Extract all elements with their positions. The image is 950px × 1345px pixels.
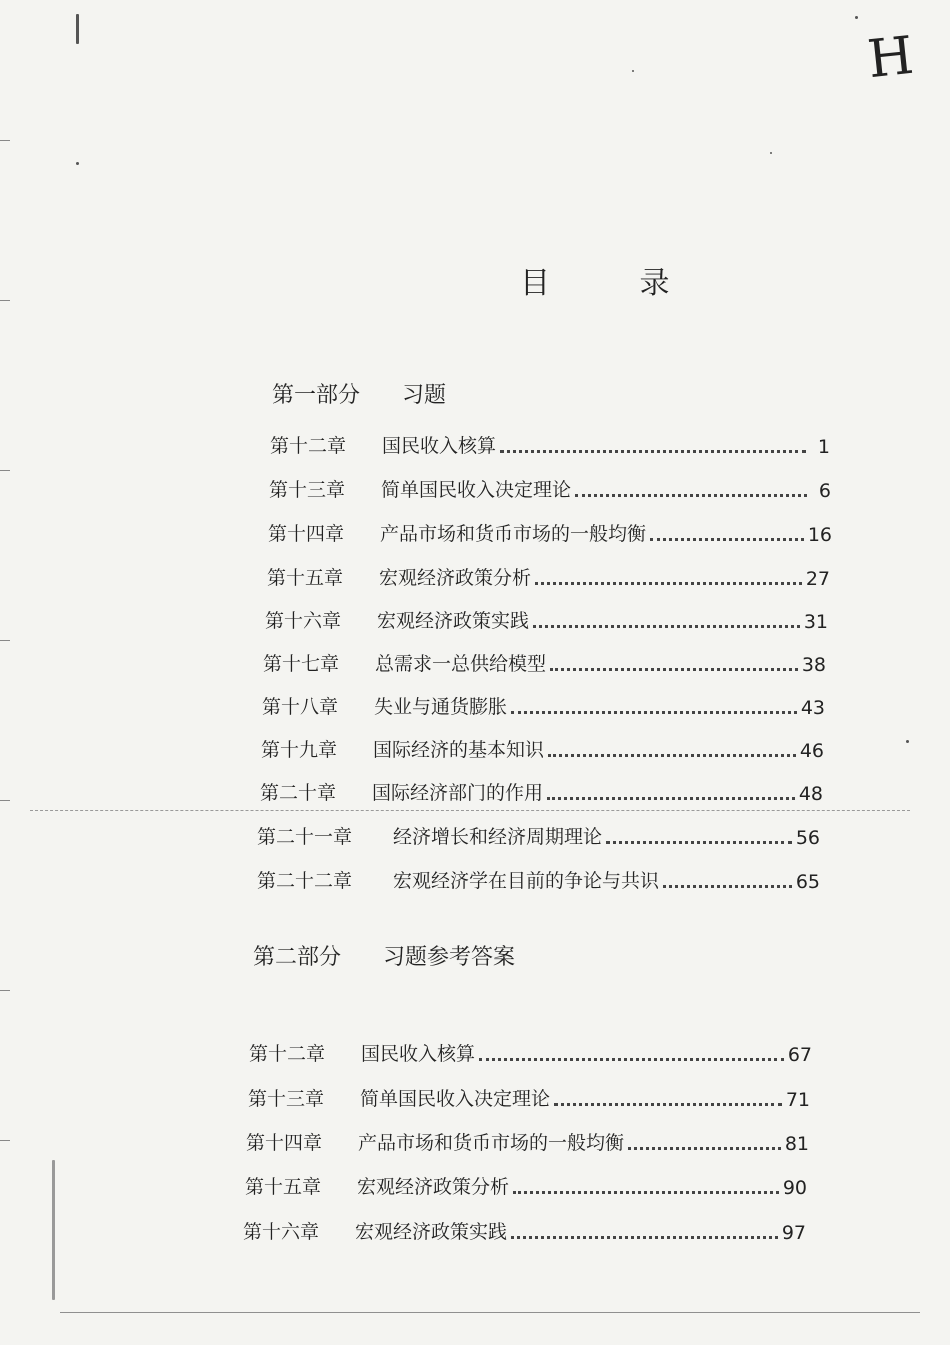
toc-entry[interactable] [267,560,830,590]
scan-speck [770,152,772,154]
scan-speck [52,1160,55,1300]
toc-page: 16 [807,524,832,546]
toc-entry[interactable] [246,1125,809,1155]
toc-title: 国际经济部门的作用 [372,782,544,804]
toc-entry[interactable] [269,472,831,502]
scan-speck [76,14,79,44]
toc-page: 6 [818,480,831,502]
part-2-heading [253,940,515,971]
scan-speck [906,740,909,743]
toc-title: 国际经济的基本知识 [373,739,545,761]
toc-title: 宏观经济政策实践 [355,1221,508,1243]
toc-title: 失业与通货膨胀 [374,696,508,718]
toc-page: 27 [805,568,830,590]
leader-dots [511,1236,778,1239]
toc-entry[interactable] [249,1036,812,1066]
leader-dots [606,841,792,844]
leader-dots [575,494,807,497]
toc-page: 71 [785,1089,810,1111]
leader-dots [513,1191,779,1194]
scan-edge-tick [0,1140,10,1141]
scan-fold-line [30,810,910,811]
toc-title: 简单国民收入决定理论 [381,479,572,501]
leader-dots [548,754,796,757]
leader-dots [650,538,804,541]
leader-dots [628,1147,781,1150]
part-1-label: 第一部分 [272,383,361,408]
toc-page: 46 [799,740,824,762]
toc-page: 81 [784,1133,809,1155]
toc-title: 总需求一总供给模型 [375,653,547,675]
scan-speck [76,162,79,165]
toc-title: 经济增长和经济周期理论 [393,826,603,848]
toc-page: 65 [795,871,820,893]
toc-chapter: 第十二章 [270,435,347,457]
scan-edge-tick [0,640,10,641]
toc-chapter: 第十二章 [249,1043,326,1065]
toc-page: 90 [782,1177,807,1199]
toc-chapter: 第十八章 [262,696,339,718]
toc-entry[interactable] [245,1169,807,1199]
toc-entry[interactable] [257,819,820,849]
toc-entry[interactable] [262,689,825,719]
toc-chapter: 第十三章 [269,479,346,501]
toc-chapter: 第十三章 [248,1088,325,1110]
handwritten-corner-mark: H [864,25,917,91]
toc-page: 1 [817,436,830,458]
toc-chapter: 第十六章 [265,610,342,632]
toc-chapter: 第十五章 [245,1176,322,1198]
toc-title: 简单国民收入决定理论 [360,1088,551,1110]
leader-dots [547,797,795,800]
scan-edge-tick [0,800,10,801]
toc-entry[interactable] [243,1214,806,1244]
leader-dots [535,582,802,585]
toc-entry[interactable] [248,1081,810,1111]
toc-title: 宏观经济政策分析 [357,1176,510,1198]
leader-dots [479,1058,784,1061]
toc-entry[interactable] [268,516,832,546]
scan-edge-tick [0,140,10,141]
toc-page: 43 [800,697,825,719]
page-title: 目 录 [520,266,710,301]
toc-chapter: 第十七章 [263,653,340,675]
leader-dots [663,885,792,888]
toc-chapter: 第二十章 [260,782,337,804]
leader-dots [550,668,798,671]
toc-page: 67 [787,1044,812,1066]
toc-chapter: 第十五章 [267,567,344,589]
toc-entry[interactable] [270,428,830,458]
toc-title: 产品市场和货币市场的一般均衡 [358,1132,625,1154]
part-2-label: 第二部分 [253,945,342,970]
scan-edge-tick [0,300,10,301]
toc-entry[interactable] [260,775,823,805]
toc-page: 31 [803,611,828,633]
scan-speck [632,70,634,72]
toc-title: 国民收入核算 [361,1043,476,1065]
toc-chapter: 第十四章 [246,1132,323,1154]
part-1-name: 习题 [402,383,447,408]
part-2-name: 习题参考答案 [383,945,516,970]
toc-title: 国民收入核算 [382,435,497,457]
toc-chapter: 第十九章 [261,739,338,761]
leader-dots [533,625,800,628]
leader-dots [500,450,806,453]
toc-title: 宏观经济学在目前的争论与共识 [393,870,660,892]
toc-title: 产品市场和货币市场的一般均衡 [380,523,647,545]
toc-entry[interactable] [257,863,820,893]
toc-title: 宏观经济政策分析 [379,567,532,589]
toc-page: 97 [781,1222,806,1244]
toc-title: 宏观经济政策实践 [377,610,530,632]
toc-entry[interactable] [263,646,826,676]
toc-entry[interactable] [265,603,828,633]
toc-entry[interactable] [261,732,824,762]
toc-page: 38 [801,654,826,676]
leader-dots [554,1103,782,1106]
scan-bottom-edge [60,1312,920,1313]
scan-edge-tick [0,470,10,471]
part-1-heading [272,378,446,409]
leader-dots [511,711,797,714]
toc-chapter: 第二十一章 [257,826,353,848]
toc-page: 48 [798,783,823,805]
toc-chapter: 第十四章 [268,523,345,545]
toc-chapter: 第二十二章 [257,870,353,892]
toc-chapter: 第十六章 [243,1221,320,1243]
scan-edge-tick [0,990,10,991]
scan-speck [855,16,858,19]
toc-page: 56 [795,827,820,849]
